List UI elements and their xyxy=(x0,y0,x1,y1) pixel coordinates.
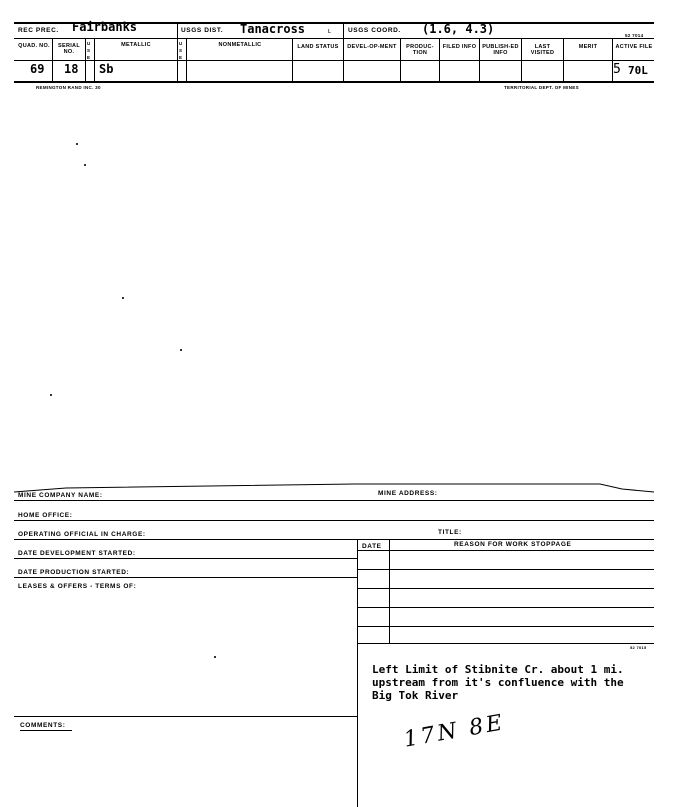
header-divider xyxy=(343,22,344,38)
home-office-label: HOME OFFICE: xyxy=(18,512,73,519)
serial-no-value: 18 xyxy=(64,62,79,76)
col-serial-no: SERIAL NO. xyxy=(58,43,80,55)
footer-right-small: TERRITORIAL DEPT. OF MINES xyxy=(504,85,579,90)
comments-underline xyxy=(20,730,72,731)
rule xyxy=(14,500,654,501)
form-number: 52 7014 xyxy=(625,33,644,38)
operating-official-label: OPERATING OFFICIAL IN CHARGE: xyxy=(18,531,146,538)
table-rule xyxy=(357,550,654,551)
scan-speck xyxy=(76,143,78,145)
date-column-header: DATE xyxy=(362,543,382,550)
rule xyxy=(14,520,654,521)
footer-left-small: REMINGTON RAND INC. 30 xyxy=(36,85,101,90)
col-merit: MERIT xyxy=(578,44,598,50)
usgs-dist-value: Tanacross xyxy=(240,22,306,36)
scan-speck xyxy=(214,656,216,658)
col-land-status: LAND STATUS xyxy=(297,44,339,50)
usgs-coord-value: (1.6, 4.3) xyxy=(422,22,495,36)
date-development-started-label: DATE DEVELOPMENT STARTED: xyxy=(18,550,136,557)
heading-rule xyxy=(14,60,654,61)
metallic-value: Sb xyxy=(99,62,114,76)
col-active-file: ACTIVE FILE xyxy=(615,44,653,50)
table-rule xyxy=(357,626,654,627)
header-mid-rule xyxy=(14,38,654,39)
comments-label: COMMENTS: xyxy=(20,722,66,729)
usgs-dist-label: USGS DIST. xyxy=(181,27,224,34)
handwritten-township-range: 17N 8E xyxy=(402,710,508,753)
rule xyxy=(14,716,357,717)
rule xyxy=(14,577,357,578)
table-rule xyxy=(357,588,654,589)
col-metallic: METALLIC xyxy=(121,42,151,48)
table-rule xyxy=(357,569,654,570)
col-development: DEVEL-OP-MENT xyxy=(347,44,397,50)
scan-speck xyxy=(84,164,86,166)
col-published-info: PUBLISH-ED INFO xyxy=(482,44,519,56)
rec-prec-value: Fairbanks xyxy=(72,20,138,34)
active-mark: 5 xyxy=(613,62,621,77)
date-column-divider xyxy=(389,539,390,643)
leases-offers-label: LEASES & OFFERS - TERMS OF: xyxy=(18,583,137,590)
mine-address-label: MINE ADDRESS: xyxy=(378,490,438,497)
title-label: TITLE: xyxy=(438,529,462,536)
reason-column-header: REASON FOR WORK STOPPAGE xyxy=(454,541,572,548)
active-file-value: 70L xyxy=(628,64,648,77)
scan-speck xyxy=(50,394,52,396)
usgs-coord-label: USGS COORD. xyxy=(348,27,401,34)
row-bottom-rule xyxy=(14,81,654,83)
scan-speck xyxy=(180,349,182,351)
header-divider xyxy=(177,22,178,38)
location-note: Left Limit of Stibnite Cr. about 1 mi. upstream from it's confluence with the Big Tok River xyxy=(372,663,624,702)
table-rule xyxy=(357,643,654,644)
table-left-border xyxy=(357,539,358,807)
table-rule xyxy=(357,607,654,608)
col-use-nonmetallic: U S E xyxy=(179,41,183,60)
col-filed-info: FILED INFO xyxy=(442,44,477,50)
rule xyxy=(14,539,654,540)
col-use-metallic: U S E xyxy=(87,41,91,60)
col-production: PRODUC-TION xyxy=(406,44,434,56)
col-quad-no: QUAD. NO. xyxy=(18,43,50,49)
date-production-started-label: DATE PRODUCTION STARTED: xyxy=(18,569,130,576)
rec-prec-label: REC PREC. xyxy=(18,27,59,34)
quad-no-value: 69 xyxy=(30,62,45,76)
tick-mark: ʟ xyxy=(328,28,331,35)
scan-speck xyxy=(122,297,124,299)
mine-company-name-label: MINE COMPANY NAME: xyxy=(18,492,103,499)
small-code: 52 7015 xyxy=(630,645,647,650)
col-nonmetallic: NONMETALLIC xyxy=(218,42,262,48)
rule xyxy=(14,558,357,559)
col-last-visited: LAST VISITED xyxy=(530,44,555,56)
